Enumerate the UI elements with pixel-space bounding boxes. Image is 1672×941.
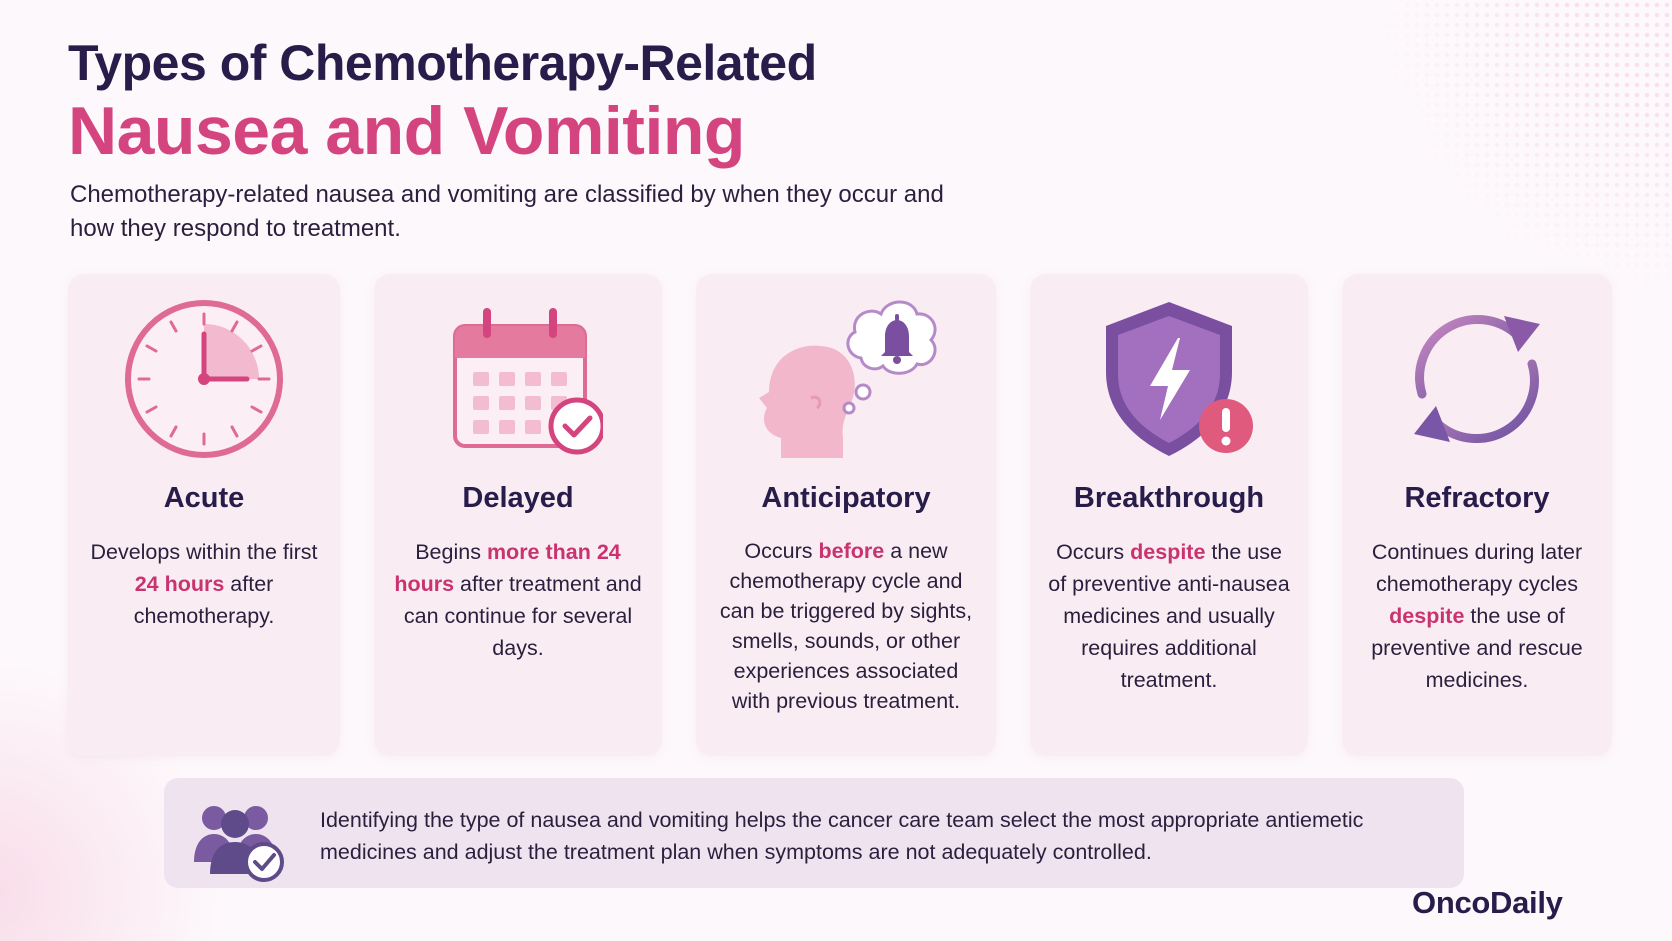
card-acute <box>68 274 340 756</box>
card-title: Refractory <box>1404 482 1550 514</box>
description-text: after treatment and can continue for several days. <box>403 572 642 660</box>
description-text: Occurs <box>744 539 819 563</box>
brand-logo-text: OncoDaily <box>1412 885 1563 920</box>
cycle-arrows-icon <box>1392 294 1562 469</box>
shield-alert-icon <box>1084 294 1254 469</box>
card-breakthrough <box>1030 274 1308 756</box>
card-description <box>1358 536 1596 696</box>
description-text: the use of preventive and rescue medicines. <box>1371 604 1583 692</box>
page-subtitle: Chemotherapy-related nausea and vomiting are classified by when they occur and how they respond to treatment. <box>70 181 944 242</box>
card-title: Acute <box>163 482 245 514</box>
description-text: Occurs <box>1056 540 1131 564</box>
description-text: the use of preventive anti-nausea medicines and usually requires additional treatment. <box>1048 540 1290 692</box>
highlight-text: 24 hours <box>134 572 225 596</box>
card-title: Anticipatory <box>761 482 931 514</box>
card-description <box>1046 536 1292 696</box>
card-title: Breakthrough <box>1073 482 1265 514</box>
clock-icon <box>119 294 289 469</box>
footer-text: Identifying the type of nausea and vomiting helps the cancer care team select the most appropriate antiemetic medicines and adjust the treatment plan when symptoms are not adequately controlled. <box>320 808 1364 864</box>
highlight-text: more than 24 hours <box>394 540 621 596</box>
highlight-text: before <box>818 539 885 563</box>
highlight-text: despite <box>1389 604 1465 628</box>
care-team-check-icon <box>192 798 288 887</box>
page-title-line2: Nausea and Vomiting <box>68 93 745 169</box>
card-delayed <box>374 274 662 756</box>
card-description <box>712 536 980 716</box>
card-title: Delayed <box>462 482 574 514</box>
page-title-line1: Types of Chemotherapy-Related <box>68 35 817 91</box>
description-text: Begins <box>415 540 487 564</box>
description-text: a new chemotherapy cycle and can be triggered by sights, smells, sounds, or other experiences associated with previous treatment. <box>719 539 973 713</box>
description-text: Develops within the first <box>90 540 318 564</box>
description-text: after chemotherapy. <box>133 572 275 628</box>
background-dots <box>1372 0 1672 300</box>
card-refractory <box>1342 274 1612 756</box>
highlight-text: despite <box>1130 540 1206 564</box>
description-text: Continues during later chemotherapy cycles <box>1371 540 1583 596</box>
card-description <box>84 536 324 632</box>
footer-note <box>164 778 1464 888</box>
card-description <box>390 536 646 664</box>
head-thought-bell-icon <box>751 288 941 473</box>
calendar-check-icon <box>433 294 603 469</box>
card-anticipatory <box>696 274 996 756</box>
